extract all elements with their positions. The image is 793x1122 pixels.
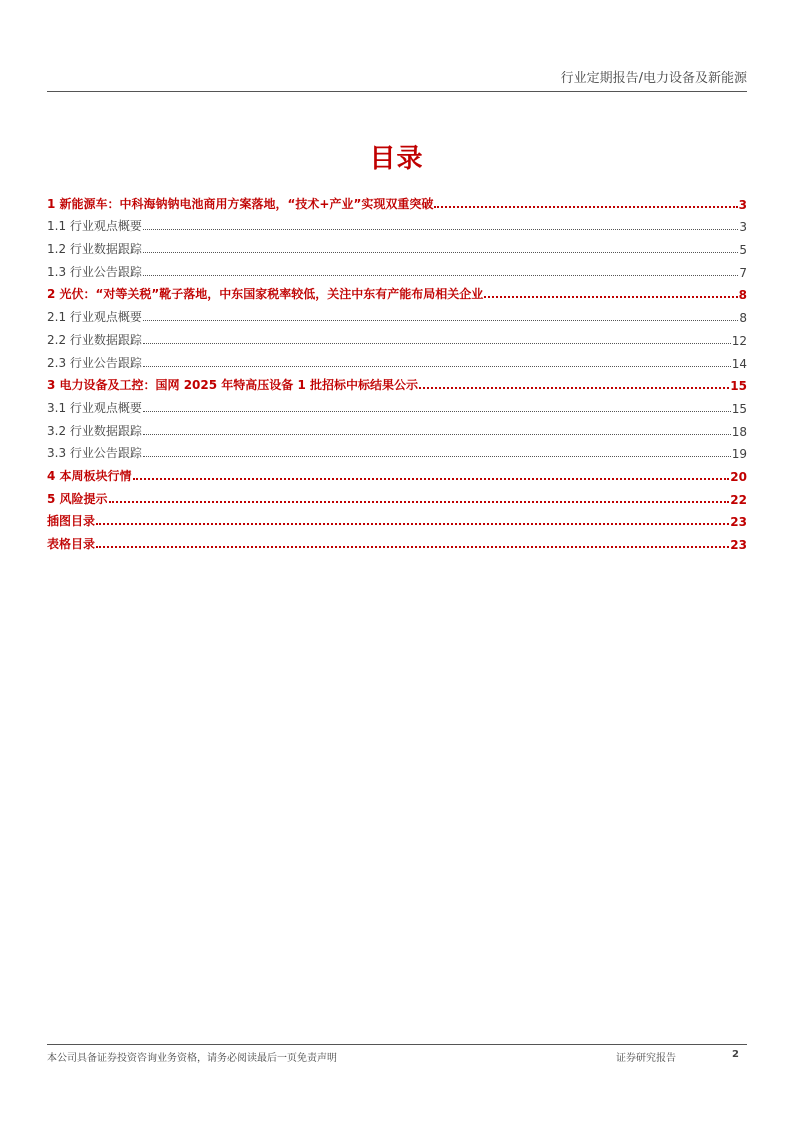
- toc-dot-leader: [143, 252, 738, 253]
- toc-entry-label: 2 光伏：“对等关税”靴子落地，中东国家税率较低，关注中东有产能布局相关企业: [47, 287, 484, 302]
- toc-entry-label: 3 电力设备及工控：国网 2025 年特高压设备 1 批招标中标结果公示: [47, 378, 418, 393]
- toc-entry-label: 5 风险提示: [47, 491, 108, 506]
- toc-entry-chapter[interactable]: [47, 280, 747, 303]
- toc-entry-page: 12: [731, 333, 747, 348]
- toc-entry-section[interactable]: [47, 439, 747, 462]
- toc-dot-leader: [143, 434, 731, 435]
- header-breadcrumb: 行业定期报告/电力设备及新能源: [560, 71, 747, 86]
- toc-entry-section[interactable]: [47, 234, 747, 257]
- toc-entry-page: 7: [739, 265, 747, 280]
- toc-entry-label: 2.2 行业数据跟踪: [47, 332, 142, 347]
- toc-dot-leader: [96, 546, 729, 548]
- toc-entry-section[interactable]: [47, 212, 747, 235]
- toc-dot-leader: [109, 501, 730, 503]
- toc-dot-leader: [434, 206, 737, 208]
- toc-dot-leader: [143, 275, 738, 276]
- toc-dot-leader: [143, 411, 731, 412]
- toc-dot-leader: [143, 229, 738, 230]
- toc-entry-page: 14: [731, 356, 747, 371]
- toc-entry-page: 15: [731, 401, 747, 416]
- toc-title: 目录: [369, 144, 424, 174]
- toc-dot-leader: [484, 296, 737, 298]
- footer-report-type: 证券研究报告: [616, 1053, 676, 1064]
- toc-entry-section[interactable]: [47, 393, 747, 416]
- toc-entry-chapter[interactable]: [47, 371, 747, 394]
- toc-entry-page: 22: [730, 492, 747, 507]
- toc-entry-label: 表格目录: [47, 537, 96, 551]
- toc-entry-label: 1.1 行业观点概要: [47, 219, 142, 234]
- toc-entry-chapter[interactable]: [47, 507, 747, 530]
- toc-entry-page: 8: [738, 288, 747, 303]
- toc-entry-chapter[interactable]: [47, 461, 747, 484]
- toc-entry-page: 23: [730, 515, 747, 530]
- toc-entry-label: 2.3 行业公告跟踪: [47, 355, 142, 370]
- toc-entry-page: 23: [730, 538, 747, 552]
- table-of-contents: [47, 189, 747, 552]
- toc-dot-leader: [143, 320, 738, 321]
- toc-dot-leader: [143, 366, 731, 367]
- toc-entry-label: 3.3 行业公告跟踪: [47, 446, 142, 461]
- toc-entry-label: 1.3 行业公告跟踪: [47, 264, 142, 279]
- toc-entry-page: 20: [730, 469, 747, 484]
- toc-entry-label: 4 本周板块行情: [47, 468, 132, 483]
- header-divider: [47, 91, 747, 92]
- toc-entry-page: 18: [731, 424, 747, 439]
- toc-dot-leader: [133, 478, 730, 480]
- footer-divider: [47, 1044, 747, 1045]
- toc-entry-section[interactable]: [47, 325, 747, 348]
- toc-entry-label: 2.1 行业观点概要: [47, 310, 142, 325]
- toc-entry-chapter[interactable]: [47, 189, 747, 212]
- footer-disclaimer: 本公司具备证券投资咨询业务资格，请务必阅读最后一页免责声明: [47, 1053, 337, 1064]
- toc-entry-page: 19: [731, 447, 747, 462]
- page-number: 2: [732, 1049, 739, 1060]
- toc-entry-page: 3: [739, 220, 747, 235]
- toc-entry-label: 3.1 行业观点概要: [47, 400, 142, 415]
- toc-dot-leader: [419, 387, 729, 389]
- toc-dot-leader: [143, 456, 731, 457]
- toc-entry-label: 3.2 行业数据跟踪: [47, 423, 142, 438]
- toc-dot-leader: [96, 523, 729, 525]
- toc-entry-label: 1 新能源车：中科海钠钠电池商用方案落地，“技术+产业”实现双重突破: [47, 196, 434, 211]
- toc-entry-page: 8: [739, 311, 747, 326]
- toc-entry-label: 插图目录: [47, 514, 96, 529]
- toc-entry-page: 5: [739, 243, 747, 258]
- toc-entry-section[interactable]: [47, 348, 747, 371]
- toc-entry-chapter[interactable]: [47, 484, 747, 507]
- toc-entry-section[interactable]: [47, 257, 747, 280]
- toc-entry-section[interactable]: [47, 302, 747, 325]
- toc-entry-page: 3: [738, 197, 747, 212]
- toc-dot-leader: [143, 343, 731, 344]
- toc-entry-chapter[interactable]: [47, 529, 747, 552]
- toc-entry-label: 1.2 行业数据跟踪: [47, 242, 142, 257]
- toc-entry-section[interactable]: [47, 416, 747, 439]
- toc-entry-page: 15: [730, 379, 747, 394]
